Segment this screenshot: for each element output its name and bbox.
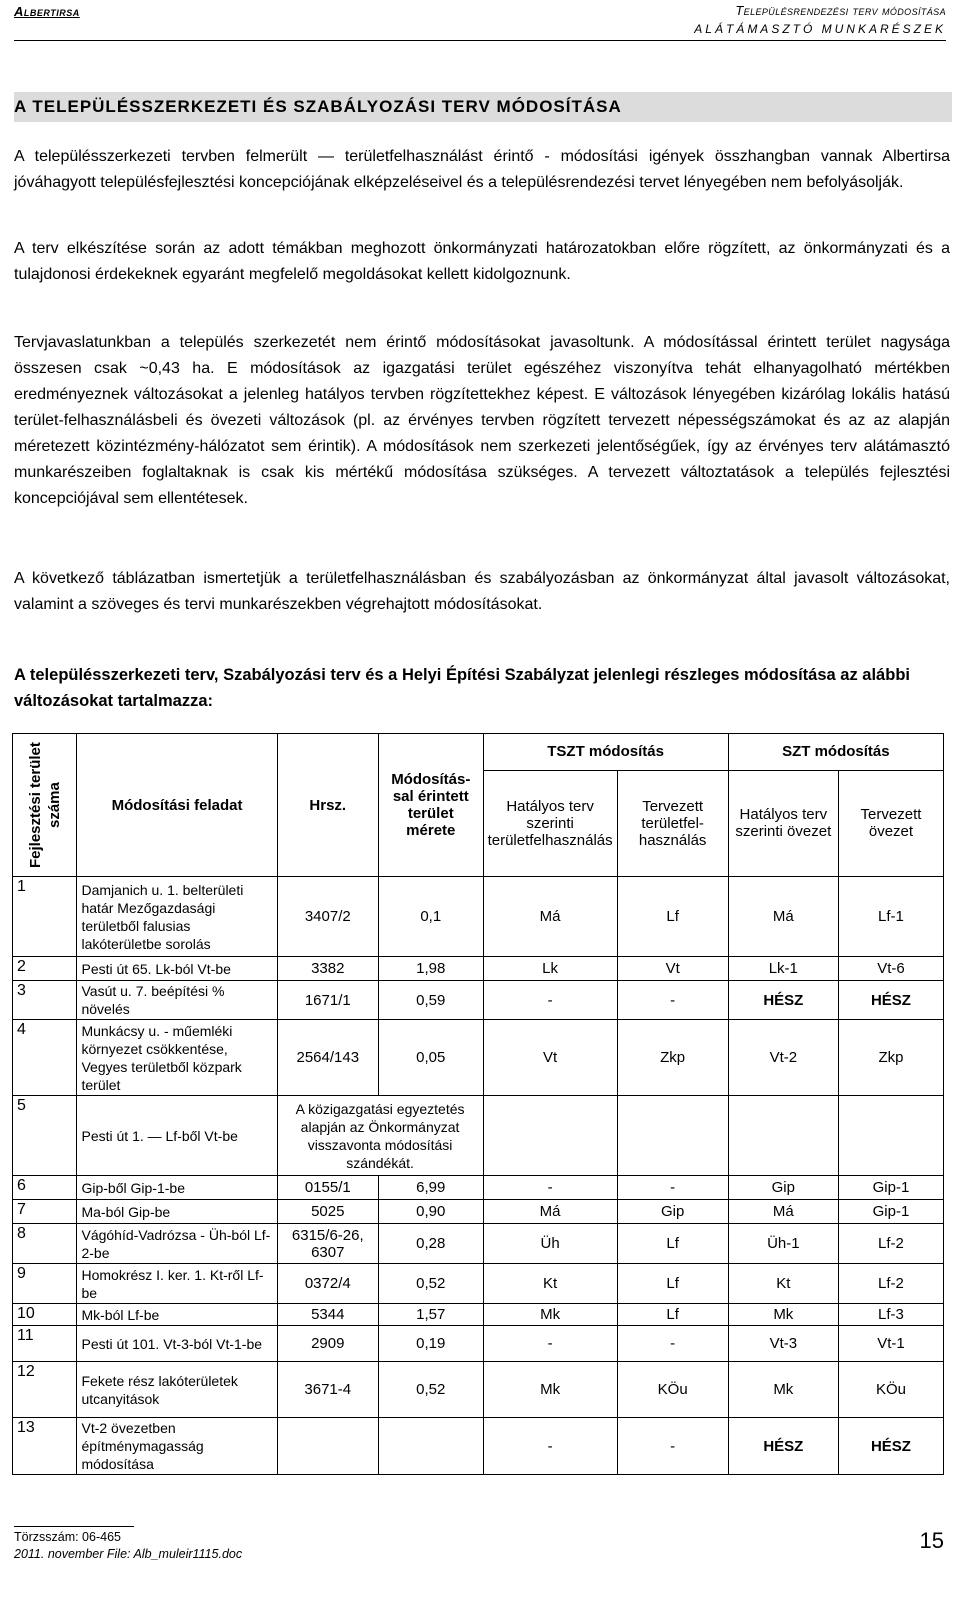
szt-current-cell: Üh-1 (728, 1224, 838, 1264)
tszt-planned-cell: Vt (617, 957, 728, 981)
szt-planned-cell: Vt-6 (838, 957, 943, 981)
szt-planned-cell: HÉSZ (838, 981, 943, 1020)
tszt-current-cell: Lk (483, 957, 617, 981)
table-row (13, 1264, 944, 1304)
area-number-cell: 7 (13, 1200, 77, 1224)
table-row (13, 1362, 944, 1418)
area-number-cell: 9 (13, 1264, 77, 1304)
paragraph-1: A településszerkezeti tervben felmerült — területfelhasználást érintő - módosítási igények összhangban vannak Albertirsa jóváhagyott településfejlesztési koncepciójának elképzeléseivel és a településrendezési tervet lényegében nem befolyásolják. (14, 148, 950, 191)
tszt-current-cell: Mk (483, 1304, 617, 1326)
task-cell: Vágóhíd-Vadrózsa - Üh-ból Lf-2-be (77, 1224, 277, 1264)
szt-planned-cell: Lf-2 (838, 1264, 943, 1304)
tszt-current-cell: - (483, 1326, 617, 1362)
tszt-planned-cell: Lf (617, 1224, 728, 1264)
table-header-row (13, 734, 944, 771)
szt-planned-cell: Zkp (838, 1020, 943, 1096)
size-cell: 0,90 (378, 1200, 483, 1224)
empty-cell (728, 1096, 838, 1176)
header-area-no: Fejlesztési terület száma (26, 742, 63, 868)
hrsz-cell (277, 1418, 378, 1475)
tszt-current-cell: - (483, 1176, 617, 1200)
szt-planned-cell: Gip-1 (838, 1176, 943, 1200)
szt-current-cell: Vt-2 (728, 1020, 838, 1096)
tszt-current-cell: Má (483, 1200, 617, 1224)
szt-current-cell: HÉSZ (728, 1418, 838, 1475)
section-title: A TELEPÜLÉSSZERKEZETI ÉS SZABÁLYOZÁSI TERV MÓDOSÍTÁSA (14, 92, 952, 122)
size-cell: 1,98 (378, 957, 483, 981)
hrsz-cell: 2909 (277, 1326, 378, 1362)
task-cell: Vt-2 övezetben építménymagasság módosítása (77, 1418, 277, 1475)
size-cell (378, 1418, 483, 1475)
tszt-planned-cell: Lf (617, 1304, 728, 1326)
withdrawn-note-cell: A közigazgatási egyeztetés alapján az Önkormányzat visszavonta módosítási szándékát. (277, 1096, 483, 1176)
area-number-cell: 10 (13, 1304, 77, 1326)
szt-current-cell: Lk-1 (728, 957, 838, 981)
hrsz-cell: 3407/2 (277, 877, 378, 957)
szt-current-cell: HÉSZ (728, 981, 838, 1020)
table-row (13, 1020, 944, 1096)
tszt-current-cell: Kt (483, 1264, 617, 1304)
tszt-planned-cell: - (617, 1176, 728, 1200)
hrsz-cell: 1671/1 (277, 981, 378, 1020)
size-cell: 0,19 (378, 1326, 483, 1362)
tszt-current-cell: Vt (483, 1020, 617, 1096)
footer-file-info: 2011. november File: Alb_muleir1115.doc (14, 1547, 243, 1561)
tszt-planned-cell: - (617, 1326, 728, 1362)
hrsz-cell: 2564/143 (277, 1020, 378, 1096)
header-document-title: Településrendezési terv módosítása (735, 3, 946, 18)
area-number-cell: 8 (13, 1224, 77, 1264)
hrsz-cell: 6315/6-26, 6307 (277, 1224, 378, 1264)
table-row (13, 1176, 944, 1200)
table-row (13, 1326, 944, 1362)
tszt-planned-cell: - (617, 1418, 728, 1475)
area-number-cell: 13 (13, 1418, 77, 1475)
tszt-current-cell: Má (483, 877, 617, 957)
header-org-name: Albertirsa (14, 4, 80, 19)
szt-current-cell: Má (728, 877, 838, 957)
szt-planned-cell: Vt-1 (838, 1326, 943, 1362)
area-number-cell: 12 (13, 1362, 77, 1418)
header-tszt: TSZT módosítás (483, 734, 728, 771)
table-row (13, 1224, 944, 1264)
paragraph-3: Tervjavaslatunkban a település szerkezetét nem érintő módosításokat javasoltunk. A módosítással érintett terület nagysága összesen csak ~0,43 ha. E módosítások az igazgatási terület egészéhez viszonyítva tehát elhanyagolható mértékben eredményeznek változásokat a jelenleg hatályos tervben rögzítettekhez képest. E változások lényegében kizárólag lokális hatású terület-felhasználásbeli és övezeti változások (pl. az érvényes tervben rögzített tervezett népességszámokat és az az alapján méretezett közintézmény-hálózatot sem érintik). A módosítások nem szerkezeti jelentőségűek, így az érvényes terv alátámasztó munkarészeiben foglaltaknak is csak kis mértékű módosítása szükséges. A tervezett változtatások a település fejlesztési koncepciójával sem ellentétesek. (14, 334, 950, 507)
task-cell: Vasút u. 7. beépítési % növelés (77, 981, 277, 1020)
tszt-current-cell: Üh (483, 1224, 617, 1264)
hrsz-cell: 0372/4 (277, 1264, 378, 1304)
changes-table (12, 733, 944, 1475)
szt-current-cell: Gip (728, 1176, 838, 1200)
hrsz-cell: 3382 (277, 957, 378, 981)
task-cell: Damjanich u. 1. belterületi határ Mezőgazdasági területből falusias lakóterületbe sorolás (77, 877, 277, 957)
szt-planned-cell: Lf-3 (838, 1304, 943, 1326)
header-divider (14, 40, 946, 41)
footer-divider (14, 1526, 134, 1527)
header-szt: SZT módosítás (728, 734, 943, 771)
header-tszt-planned: Tervezett területfel-használás (617, 770, 728, 876)
area-number-cell: 6 (13, 1176, 77, 1200)
tszt-planned-cell: Lf (617, 877, 728, 957)
empty-cell (483, 1096, 617, 1176)
szt-current-cell: Mk (728, 1304, 838, 1326)
szt-planned-cell: HÉSZ (838, 1418, 943, 1475)
header-szt-current: Hatályos terv szerinti övezet (728, 770, 838, 876)
area-number-cell: 4 (13, 1020, 77, 1096)
area-number-cell: 3 (13, 981, 77, 1020)
header-area-no-cell (13, 734, 77, 877)
task-cell: Ma-ból Gip-be (77, 1200, 277, 1224)
header-task: Módosítási feladat (77, 734, 277, 877)
task-cell: Mk-ból Lf-be (77, 1304, 277, 1326)
szt-planned-cell: Lf-1 (838, 877, 943, 957)
area-number-cell: 11 (13, 1326, 77, 1362)
table-row (13, 1304, 944, 1326)
szt-current-cell: Mk (728, 1362, 838, 1418)
header-szt-planned: Tervezett övezet (838, 770, 943, 876)
task-cell: Homokrész I. ker. 1. Kt-ről Lf-be (77, 1264, 277, 1304)
tszt-planned-cell: KÖu (617, 1362, 728, 1418)
task-cell: Pesti út 1. — Lf-ből Vt-be (77, 1096, 277, 1176)
paragraph-4: A következő táblázatban ismertetjük a területfelhasználásban és szabályozásban az önkormányzat által javasolt változásokat, valamint a szöveges és tervi munkarészekben végrehajtott módosításokat. (14, 570, 950, 613)
header-hrsz: Hrsz. (277, 734, 378, 877)
size-cell: 0,59 (378, 981, 483, 1020)
empty-cell (838, 1096, 943, 1176)
size-cell: 0,05 (378, 1020, 483, 1096)
page-number: 15 (919, 1528, 944, 1553)
size-cell: 6,99 (378, 1176, 483, 1200)
table-body (13, 877, 944, 1475)
tszt-planned-cell: Zkp (617, 1020, 728, 1096)
hrsz-cell: 5025 (277, 1200, 378, 1224)
hrsz-cell: 3671-4 (277, 1362, 378, 1418)
szt-planned-cell: Lf-2 (838, 1224, 943, 1264)
table-row (13, 981, 944, 1020)
task-cell: Munkácsy u. - műemléki környezet csökkentése, Vegyes területből közpark terület (77, 1020, 277, 1096)
szt-current-cell: Má (728, 1200, 838, 1224)
size-cell: 1,57 (378, 1304, 483, 1326)
header-document-subtitle: ALÁTÁMASZTÓ MUNKARÉSZEK (694, 22, 946, 36)
size-cell: 0,1 (378, 877, 483, 957)
tszt-planned-cell: - (617, 981, 728, 1020)
area-number-cell: 5 (13, 1096, 77, 1176)
table-intro-bold: A településszerkezeti terv, Szabályozási terv és a Helyi Építési Szabályzat jelenlegi részleges módosítása az alábbi változásokat tartalmazza: (14, 666, 910, 710)
header-size: Módosítás-sal érintett terület mérete (378, 734, 483, 877)
header-tszt-current: Hatályos terv szerinti területfelhasználás (483, 770, 617, 876)
paragraph-2: A terv elkészítése során az adott témákban meghozott önkormányzati határozatokban előre rögzített, az önkormányzati és a tulajdonosi érdekeknek egyaránt megfelelő megoldásokat kellett kidolgoznunk. (14, 240, 950, 283)
tszt-planned-cell: Gip (617, 1200, 728, 1224)
task-cell: Pesti út 101. Vt-3-ból Vt-1-be (77, 1326, 277, 1362)
size-cell: 0,52 (378, 1264, 483, 1304)
szt-planned-cell: Gip-1 (838, 1200, 943, 1224)
task-cell: Fekete rész lakóterületek utcanyitások (77, 1362, 277, 1418)
hrsz-cell: 5344 (277, 1304, 378, 1326)
empty-cell (617, 1096, 728, 1176)
table-row (13, 877, 944, 957)
tszt-current-cell: - (483, 1418, 617, 1475)
szt-current-cell: Kt (728, 1264, 838, 1304)
tszt-planned-cell: Lf (617, 1264, 728, 1304)
tszt-current-cell: - (483, 981, 617, 1020)
hrsz-cell: 0155/1 (277, 1176, 378, 1200)
task-cell: Gip-ből Gip-1-be (77, 1176, 277, 1200)
table-row (13, 1200, 944, 1224)
table-row (13, 1096, 944, 1176)
area-number-cell: 1 (13, 877, 77, 957)
area-number-cell: 2 (13, 957, 77, 981)
table-row (13, 957, 944, 981)
table-row (13, 1418, 944, 1475)
footer-reference-number: Törzsszám: 06-465 (14, 1530, 121, 1544)
szt-current-cell: Vt-3 (728, 1326, 838, 1362)
tszt-current-cell: Mk (483, 1362, 617, 1418)
task-cell: Pesti út 65. Lk-ból Vt-be (77, 957, 277, 981)
size-cell: 0,28 (378, 1224, 483, 1264)
size-cell: 0,52 (378, 1362, 483, 1418)
szt-planned-cell: KÖu (838, 1362, 943, 1418)
